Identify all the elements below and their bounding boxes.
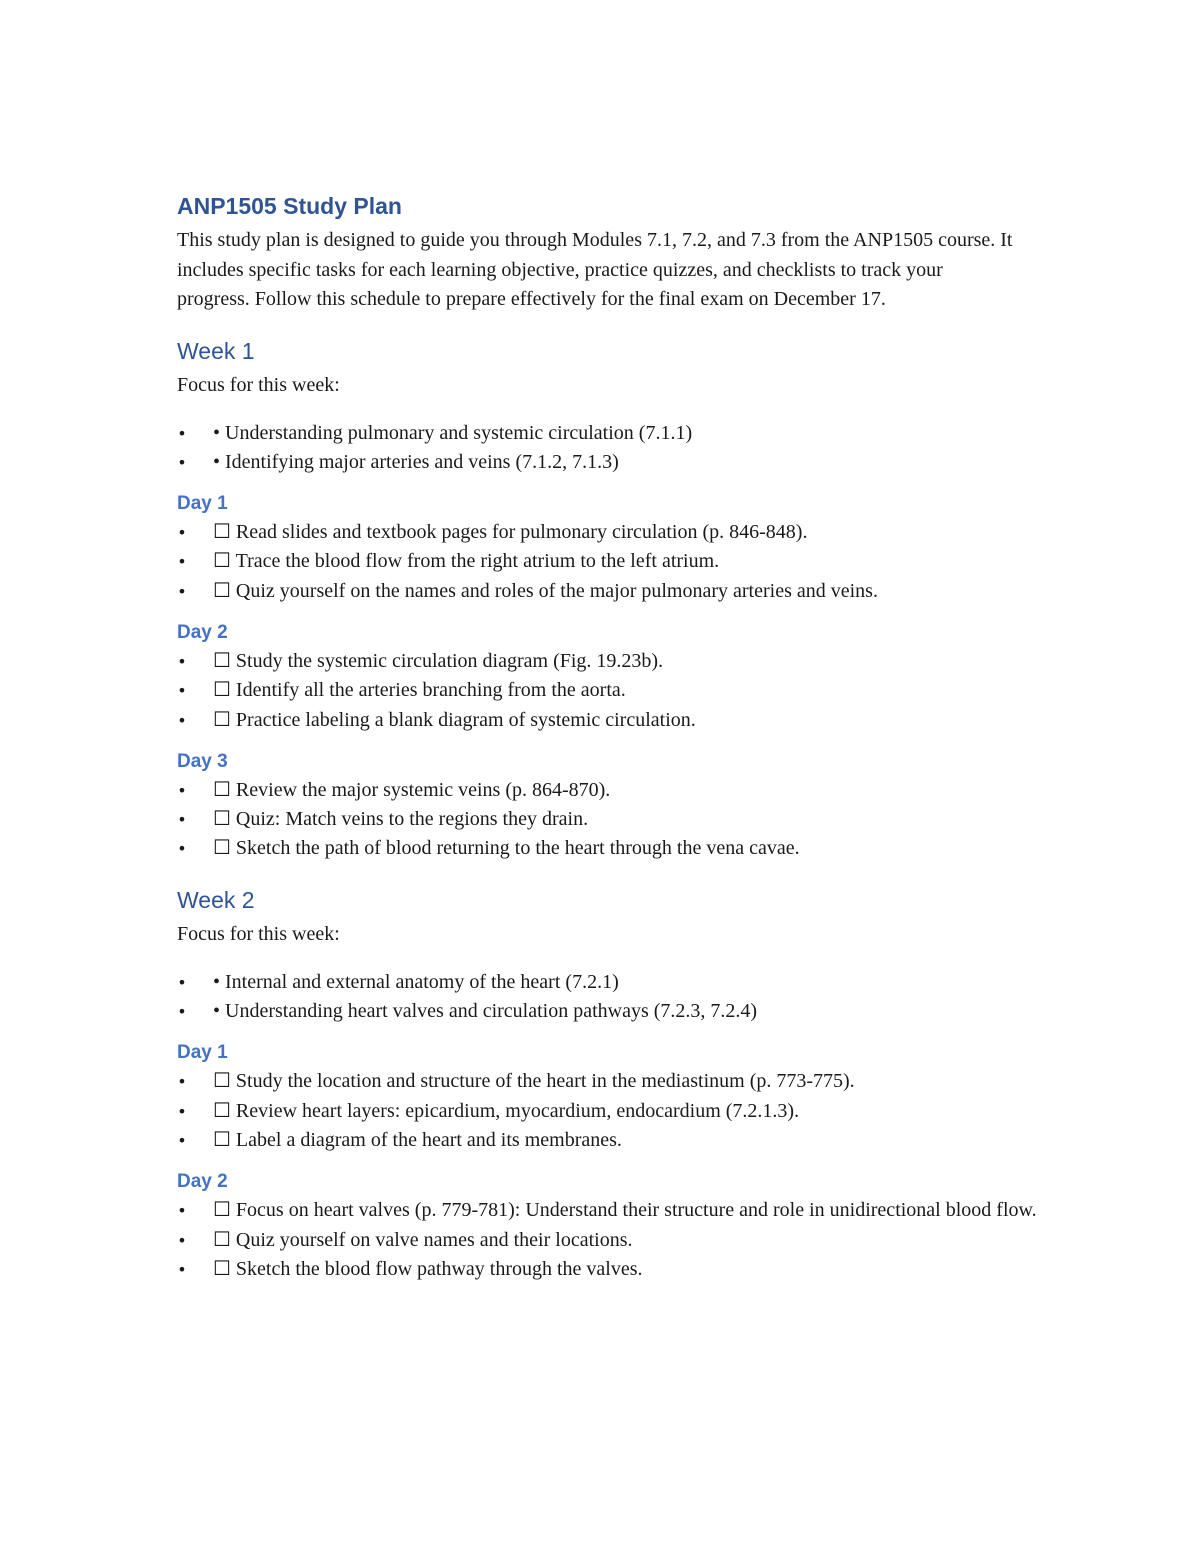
task-item: [177, 1067, 1037, 1096]
task-item: [177, 518, 1037, 547]
weeks-container: [177, 335, 1037, 1285]
task-item-text: ☐ Label a diagram of the heart and its membranes.: [213, 1128, 622, 1151]
bullet-icon: •: [177, 1101, 187, 1121]
task-item: [177, 647, 1037, 676]
focus-list: [177, 968, 1037, 1027]
intro-paragraph: This study plan is designed to guide you through Modules 7.1, 7.2, and 7.3 from the ANP1505 course. It includes specific tasks for each learning objective, practice quizzes, and checklists to track your progress. Follow this schedule to prepare effectively for the final exam on December 17.: [177, 229, 1013, 310]
week-heading: Week 1: [177, 337, 255, 364]
bullet-icon: •: [177, 1130, 187, 1150]
task-item-text: ☐ Review the major systemic veins (p. 864-870).: [213, 778, 611, 801]
focus-item-text: • Understanding heart valves and circulation pathways (7.2.3, 7.2.4): [213, 1000, 758, 1023]
bullet-icon: •: [177, 780, 187, 800]
week-section: [177, 884, 1037, 1284]
task-item: [177, 706, 1037, 735]
bullet-icon: •: [177, 710, 187, 730]
focus-item: [177, 448, 1037, 477]
bullet-icon: •: [177, 1002, 187, 1022]
bullet-icon: •: [177, 523, 187, 543]
page-title: ANP1505 Study Plan: [177, 193, 402, 219]
bullet-icon: •: [177, 839, 187, 859]
task-list: [177, 1196, 1037, 1284]
task-item: [177, 577, 1037, 606]
task-item: [177, 547, 1037, 576]
bullet-icon: •: [177, 423, 187, 443]
task-item-text: ☐ Study the systemic circulation diagram (Fig. 19.23b).: [213, 649, 664, 672]
day-heading: Day 1: [177, 493, 228, 515]
task-item: [177, 1255, 1037, 1284]
task-item-text: ☐ Quiz: Match veins to the regions they drain.: [213, 808, 589, 831]
week-heading: Week 2: [177, 886, 255, 913]
task-list: [177, 1067, 1037, 1155]
focus-item-text: • Identifying major arteries and veins (7.1.2, 7.1.3): [213, 450, 619, 473]
bullet-icon: •: [177, 810, 187, 830]
task-list: [177, 647, 1037, 735]
task-item: [177, 776, 1037, 805]
bullet-icon: •: [177, 1230, 187, 1250]
task-list: [177, 518, 1037, 606]
bullet-icon: •: [177, 651, 187, 671]
bullet-icon: •: [177, 681, 187, 701]
bullet-icon: •: [177, 452, 187, 472]
task-item-text: ☐ Sketch the path of blood returning to the heart through the vena cavae.: [213, 837, 800, 860]
focus-item: [177, 419, 1037, 448]
task-item-text: ☐ Quiz yourself on valve names and their locations.: [213, 1228, 633, 1251]
bullet-icon: •: [177, 581, 187, 601]
bullet-icon: •: [177, 1201, 187, 1221]
task-item-text: ☐ Study the location and structure of the heart in the mediastinum (p. 773-775).: [213, 1070, 855, 1093]
bullet-icon: •: [177, 552, 187, 572]
task-item-text: ☐ Focus on heart valves (p. 779-781): Understand their structure and role in unidirectional blood flow.: [213, 1199, 1037, 1222]
focus-item-text: • Internal and external anatomy of the heart (7.2.1): [213, 970, 619, 993]
day-heading: Day 2: [177, 621, 228, 643]
task-item: [177, 1097, 1037, 1126]
focus-item: [177, 997, 1037, 1026]
task-item-text: ☐ Quiz yourself on the names and roles of the major pulmonary arteries and veins.: [213, 579, 878, 602]
week-focus-label: Focus for this week:: [177, 922, 340, 945]
task-item: [177, 1126, 1037, 1155]
week-focus-label: Focus for this week:: [177, 373, 340, 396]
document-page: [177, 190, 1037, 1284]
task-item-text: ☐ Read slides and textbook pages for pulmonary circulation (p. 846-848).: [213, 521, 808, 544]
focus-item-text: • Understanding pulmonary and systemic circulation (7.1.1): [213, 421, 693, 444]
week-section: [177, 335, 1037, 864]
task-item-text: ☐ Trace the blood flow from the right atrium to the left atrium.: [213, 550, 720, 573]
focus-item: [177, 968, 1037, 997]
bullet-icon: •: [177, 1259, 187, 1279]
task-item: [177, 1226, 1037, 1255]
day-heading: Day 1: [177, 1042, 228, 1064]
task-item-text: ☐ Practice labeling a blank diagram of systemic circulation.: [213, 708, 696, 731]
task-item: [177, 676, 1037, 705]
task-item: [177, 834, 1037, 863]
day-heading: Day 2: [177, 1171, 228, 1193]
task-item-text: ☐ Review heart layers: epicardium, myocardium, endocardium (7.2.1.3).: [213, 1099, 800, 1122]
focus-list: [177, 419, 1037, 478]
task-item-text: ☐ Identify all the arteries branching from the aorta.: [213, 679, 626, 702]
bullet-icon: •: [177, 1072, 187, 1092]
bullet-icon: •: [177, 972, 187, 992]
day-heading: Day 3: [177, 750, 228, 772]
task-item: [177, 805, 1037, 834]
task-item: [177, 1196, 1037, 1225]
task-list: [177, 776, 1037, 864]
task-item-text: ☐ Sketch the blood flow pathway through the valves.: [213, 1257, 643, 1280]
